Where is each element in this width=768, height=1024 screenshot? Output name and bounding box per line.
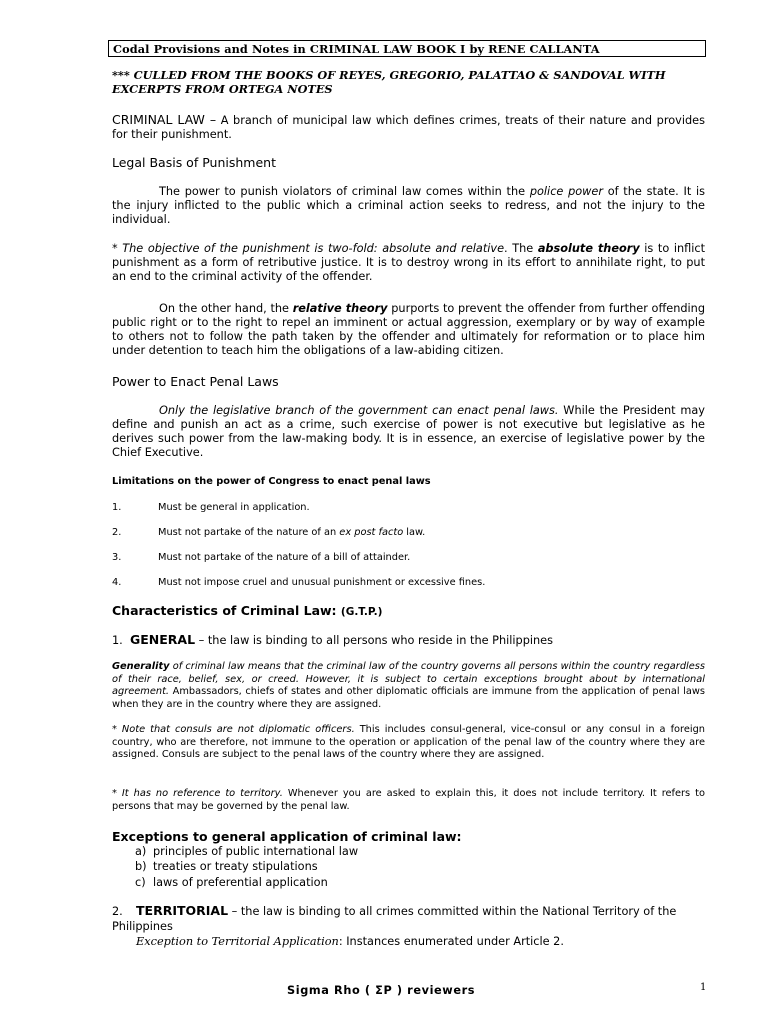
territorial-exception: [136, 934, 564, 949]
legal-basis-paragraph-1: [112, 185, 705, 227]
item-text: treaties or treaty stipulations: [153, 860, 318, 873]
exception-label: Exception to Territorial Application: [136, 935, 339, 948]
item-text: principles of public international law: [153, 845, 359, 858]
characteristics-code: (G.T.P.): [340, 606, 383, 618]
text-run: of criminal law means that the criminal law of the country governs all persons within the country regardless of their race, belief, sex, or creed. However, it is subject to certain exceptions brought about by international agreement.: [112, 661, 705, 697]
item-text: Must not partake of the nature of a bill of attainder.: [158, 552, 411, 563]
criminal-law-definition: [112, 112, 705, 142]
characteristics-heading: [112, 603, 705, 620]
general-characteristic: [112, 632, 705, 648]
legal-basis-paragraph-3: [112, 302, 705, 358]
definition-term: CRIMINAL LAW –: [112, 112, 217, 127]
text-run: On the other hand, the: [159, 302, 293, 315]
limitation-item: [112, 552, 410, 564]
police-power-emphasis: police power: [529, 185, 603, 198]
exception-item: [135, 845, 358, 859]
general-title: GENERAL: [129, 632, 196, 647]
ex-post-facto-term: ex post facto: [339, 527, 404, 538]
text-run: of the state. It is the injury inflicted to the public which a criminal action seeks to redress, and not the injury to the individual.: [112, 185, 705, 226]
text-run: . The: [504, 242, 538, 255]
territorial-title: TERRITORIAL: [136, 903, 229, 918]
text-run: The power to punish violators of criminal law comes within the: [159, 185, 530, 198]
exception-item: [135, 860, 318, 874]
characteristics-title: Characteristics of Criminal Law:: [112, 603, 341, 618]
item-number: 3.: [112, 552, 122, 563]
power-paragraph: [112, 404, 705, 460]
consuls-emphasis: * Note that consuls are not diplomatic officers.: [112, 724, 355, 735]
item-number: 4.: [112, 577, 122, 588]
objective-emphasis: * The objective of the punishment is two-fold: absolute and relative: [112, 242, 505, 255]
text-run: purports to prevent the offender from further offending public right or to the right to repel an imminent or actual aggression, exemplary or by way of example to others not to follow the path taken by the offender and ultimately for reformation or to place him under detention to teach him the obligations of a law-abiding citizen.: [112, 302, 706, 357]
item-text: Must not partake of the nature of an: [158, 527, 340, 538]
exception-item: [135, 876, 328, 890]
text-run: is to inflict punishment as a form of retributive justice. It is to destroy wrong in its effort to annihilate right, to put an end to the criminal activity of the offender.: [112, 242, 706, 283]
text-run: This includes consul-general, vice-consul or any consul in a foreign country, who are therefore, not immune to the operation or application of the penal law of the country where they are assigned. Consuls are subject to the penal laws of the country where they are assigned.: [112, 724, 705, 760]
territorial-characteristic: [112, 903, 705, 934]
consuls-note: [112, 724, 705, 762]
item-letter: c): [135, 876, 146, 889]
item-number: 2.: [112, 905, 123, 918]
relative-theory-term: relative theory: [292, 302, 388, 315]
exception-text: : Instances enumerated under Article 2.: [338, 935, 564, 948]
item-letter: a): [135, 845, 147, 858]
item-letter: b): [135, 860, 147, 873]
generality-term: Generality: [112, 661, 170, 672]
source-note: *** CULLED FROM THE BOOKS OF REYES, GREGORIO, PALATTAO & SANDOVAL WITH EXCERPTS FROM ORTEGA NOTES: [112, 68, 666, 96]
legal-basis-heading: Legal Basis of Punishment: [112, 155, 276, 170]
definition-text: A branch of municipal law which defines crimes, treats of their nature and provides for their punishment.: [112, 114, 705, 141]
legislative-emphasis: Only the legislative branch of the government can enact penal laws.: [159, 404, 559, 417]
limitations-heading: Limitations on the power of Congress to enact penal laws: [112, 476, 431, 487]
item-text: laws of preferential application: [153, 876, 328, 889]
item-text: Must be general in application.: [158, 502, 310, 513]
generality-note: [112, 661, 705, 711]
item-number: 1.: [112, 634, 123, 647]
exceptions-heading: Exceptions to general application of criminal law:: [112, 829, 462, 844]
power-heading: Power to Enact Penal Laws: [112, 374, 279, 389]
item-text: law.: [403, 527, 426, 538]
legal-basis-paragraph-2: [112, 242, 705, 284]
general-text: – the law is binding to all persons who reside in the Philippines: [195, 634, 554, 647]
text-run: Whenever you are asked to explain this, it does not include territory. It refers to persons that may be governed by the penal law.: [112, 788, 705, 812]
limitation-item: [112, 502, 310, 514]
document-title: Codal Provisions and Notes in CRIMINAL LAW BOOK I by RENE CALLANTA: [108, 40, 706, 57]
item-number: 1.: [112, 502, 122, 513]
text-run: Ambassadors, chiefs of states and other diplomatic officials are immune from the application of penal laws when they are in the country where they are assigned.: [112, 686, 705, 710]
territory-emphasis: * It has no reference to territory.: [112, 788, 283, 799]
territorial-text: – the law is binding to all crimes committed within the National Territory of the Philippines: [112, 905, 677, 933]
footer-text: Sigma Rho ( ΣP ) reviewers: [287, 984, 476, 997]
item-text: Must not impose cruel and unusual punishment or excessive fines.: [158, 577, 486, 588]
item-number: 2.: [112, 527, 122, 538]
territory-note: [112, 788, 705, 813]
limitation-item: [112, 527, 425, 539]
page-number: 1: [700, 982, 707, 993]
limitation-item: [112, 577, 485, 589]
text-run: While the President may define and punish an act as a crime, such exercise of power is not executive but legislative as he derives such power from the law-making body. It is in essence, an exercise of legislative power by the Chief Executive.: [112, 404, 705, 459]
absolute-theory-term: absolute theory: [537, 242, 640, 255]
